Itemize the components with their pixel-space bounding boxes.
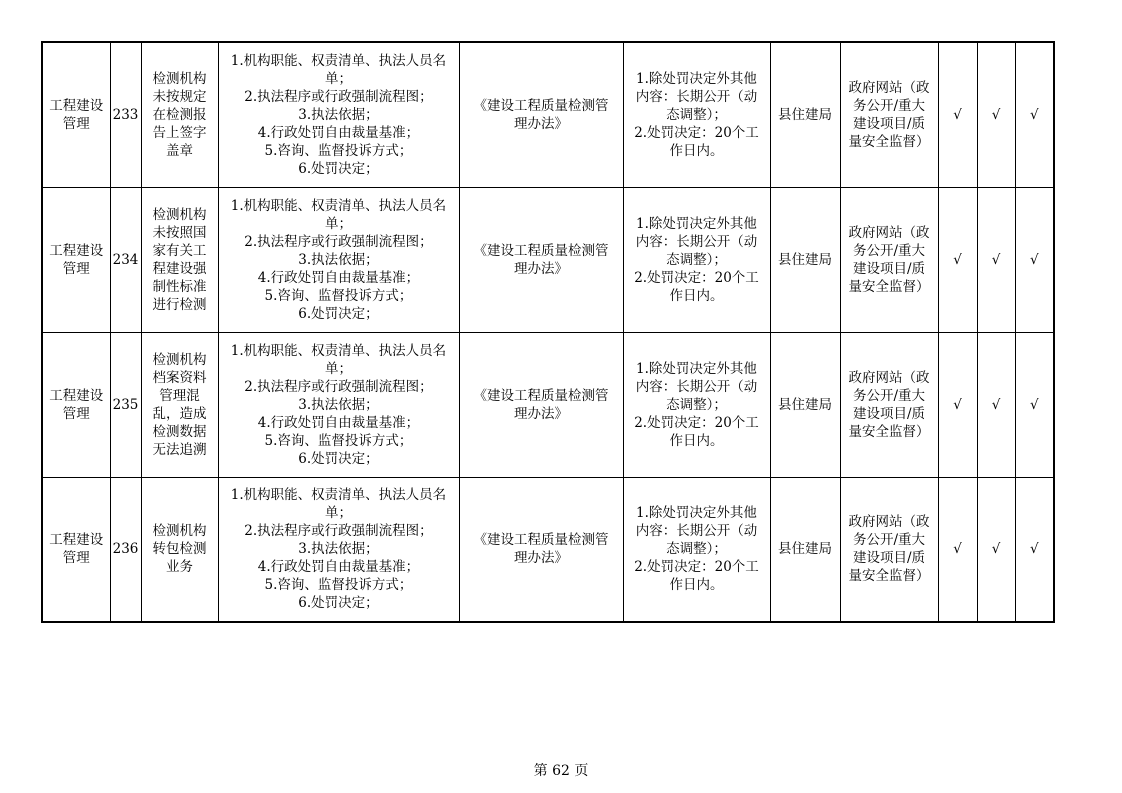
subject-cell: 县住建局: [770, 42, 840, 187]
content-line: 单；: [325, 70, 352, 87]
time-line: 作日内。: [669, 432, 724, 449]
basis-line: 《建设工程质量检测管: [473, 242, 609, 259]
channel-line: 量安全监督）: [848, 568, 930, 585]
channel-cell: [840, 477, 938, 622]
content-line: 单；: [325, 215, 352, 232]
channel-line: 建设项目/质: [852, 405, 926, 422]
channel-line: 建设项目/质: [852, 550, 926, 567]
category-cell: [42, 187, 110, 332]
channel-line: 量安全监督）: [848, 133, 930, 150]
check-cell: √: [977, 477, 1015, 622]
time-cell: [623, 332, 770, 477]
check-cell: √: [938, 477, 977, 622]
check-cell: √: [1015, 477, 1054, 622]
basis-line: 理办法》: [514, 405, 568, 422]
subject-cell: 县住建局: [770, 187, 840, 332]
category-line: 管理: [62, 405, 90, 422]
content-line: 1.机构职能、权责清单、执法人员名: [230, 197, 447, 214]
basis-line: 《建设工程质量检测管: [473, 532, 609, 549]
item-line: 程建设强: [152, 260, 207, 277]
content-line: 4.行政处罚自由裁量基准；: [257, 269, 420, 286]
channel-line: 政府网站（政: [848, 79, 930, 96]
check-cell: √: [938, 332, 977, 477]
content-line: 5.咨询、监督投诉方式；: [264, 432, 413, 449]
time-line: 2.处罚决定：20个工: [634, 269, 759, 286]
content-line: 2.执法程序或行政强制流程图；: [244, 233, 433, 250]
time-line: 内容：长期公开（动: [635, 378, 758, 395]
basis-line: 理办法》: [514, 115, 568, 132]
content-cell: [218, 42, 459, 187]
channel-cell: [840, 42, 938, 187]
basis-line: 《建设工程质量检测管: [473, 387, 609, 404]
time-line: 1.除处罚决定外其他: [636, 505, 757, 522]
channel-cell: [840, 332, 938, 477]
time-cell: [623, 187, 770, 332]
content-line: 2.执法程序或行政强制流程图；: [244, 378, 433, 395]
time-line: 态调整）；: [666, 251, 727, 268]
channel-line: 量安全监督）: [848, 423, 930, 440]
content-line: 5.咨询、监督投诉方式；: [264, 577, 413, 594]
basis-cell: [459, 187, 623, 332]
time-line: 1.除处罚决定外其他: [636, 70, 757, 87]
check-cell: √: [1015, 42, 1054, 187]
check-cell: √: [1015, 332, 1054, 477]
content-line: 4.行政处罚自由裁量基准；: [257, 559, 420, 576]
content-line: 1.机构职能、权责清单、执法人员名: [230, 52, 447, 69]
item-cell: [141, 42, 218, 187]
table-body: [42, 42, 1054, 622]
category-cell: [42, 332, 110, 477]
disclosure-table: [41, 41, 1055, 623]
item-line: 管理混: [159, 387, 200, 404]
time-line: 1.除处罚决定外其他: [636, 360, 757, 377]
content-line: 5.咨询、监督投诉方式；: [264, 287, 413, 304]
category-cell: [42, 42, 110, 187]
table-row: [42, 187, 1054, 332]
item-line: 告上签字: [152, 124, 207, 141]
content-cell: [218, 477, 459, 622]
basis-cell: [459, 332, 623, 477]
check-cell: √: [938, 42, 977, 187]
category-cell: [42, 477, 110, 622]
channel-line: 政府网站（政: [848, 224, 930, 241]
table-row: [42, 477, 1054, 622]
table-row: [42, 332, 1054, 477]
time-line: 内容：长期公开（动: [635, 523, 758, 540]
content-line: 3.执法依据；: [298, 106, 379, 123]
time-line: 态调整）；: [666, 541, 727, 558]
subject-cell: 县住建局: [770, 477, 840, 622]
basis-line: 理办法》: [514, 260, 568, 277]
basis-cell: [459, 42, 623, 187]
category-line: 工程建设: [49, 387, 104, 404]
item-cell: [141, 477, 218, 622]
category-line: 工程建设: [49, 532, 104, 549]
time-line: 2.处罚决定：20个工: [634, 559, 759, 576]
time-line: 内容：长期公开（动: [635, 233, 758, 250]
time-line: 1.除处罚决定外其他: [636, 215, 757, 232]
channel-line: 务公开/重大: [852, 532, 926, 549]
item-cell: [141, 332, 218, 477]
check-cell: √: [938, 187, 977, 332]
time-line: 态调整）；: [666, 106, 727, 123]
time-cell: [623, 477, 770, 622]
content-cell: [218, 187, 459, 332]
content-line: 4.行政处罚自由裁量基准；: [257, 124, 420, 141]
channel-line: 政府网站（政: [848, 514, 930, 531]
content-line: 6.处罚决定；: [298, 595, 379, 612]
channel-line: 建设项目/质: [852, 260, 926, 277]
table-row: [42, 42, 1054, 187]
channel-line: 务公开/重大: [852, 242, 926, 259]
basis-line: 《建设工程质量检测管: [473, 97, 609, 114]
category-line: 管理: [62, 115, 90, 132]
item-line: 业务: [166, 559, 193, 576]
content-line: 2.执法程序或行政强制流程图；: [244, 88, 433, 105]
channel-line: 务公开/重大: [852, 387, 926, 404]
channel-line: 量安全监督）: [848, 278, 930, 295]
time-line: 作日内。: [669, 287, 724, 304]
number-cell: 234: [110, 187, 141, 332]
time-line: 作日内。: [669, 142, 724, 159]
content-line: 4.行政处罚自由裁量基准；: [257, 414, 420, 431]
item-line: 进行检测: [152, 296, 207, 313]
category-line: 管理: [62, 260, 90, 277]
check-cell: √: [977, 332, 1015, 477]
content-line: 3.执法依据；: [298, 396, 379, 413]
content-line: 6.处罚决定；: [298, 450, 379, 467]
content-line: 1.机构职能、权责清单、执法人员名: [230, 342, 447, 359]
item-line: 未按照国: [152, 224, 207, 241]
number-cell: 233: [110, 42, 141, 187]
content-line: 3.执法依据；: [298, 251, 379, 268]
content-cell: [218, 332, 459, 477]
item-line: 在检测报: [152, 106, 207, 123]
item-line: 检测机构: [152, 70, 207, 87]
item-line: 无法追溯: [152, 441, 207, 458]
content-line: 单；: [325, 505, 352, 522]
channel-cell: [840, 187, 938, 332]
content-line: 2.执法程序或行政强制流程图；: [244, 523, 433, 540]
channel-line: 政府网站（政: [848, 369, 930, 386]
check-cell: √: [977, 42, 1015, 187]
content-line: 单；: [325, 360, 352, 377]
item-line: 家有关工: [152, 242, 207, 259]
item-line: 检测数据: [152, 423, 207, 440]
item-line: 检测机构: [152, 351, 207, 368]
category-line: 管理: [62, 550, 90, 567]
number-cell: 235: [110, 332, 141, 477]
channel-line: 建设项目/质: [852, 115, 926, 132]
subject-cell: 县住建局: [770, 332, 840, 477]
content-line: 6.处罚决定；: [298, 160, 379, 177]
time-line: 2.处罚决定：20个工: [634, 414, 759, 431]
page-number: 第 62 页: [533, 763, 589, 779]
check-cell: √: [977, 187, 1015, 332]
item-line: 未按规定: [152, 88, 207, 105]
item-line: 转包检测: [152, 541, 207, 558]
basis-line: 理办法》: [514, 550, 568, 567]
basis-cell: [459, 477, 623, 622]
item-line: 检测机构: [152, 206, 207, 223]
content-line: 6.处罚决定；: [298, 305, 379, 322]
channel-line: 务公开/重大: [852, 97, 926, 114]
item-line: 盖章: [166, 142, 193, 159]
time-cell: [623, 42, 770, 187]
time-line: 作日内。: [669, 577, 724, 594]
category-line: 工程建设: [49, 97, 104, 114]
item-line: 乱，造成: [152, 405, 207, 422]
item-line: 制性标准: [152, 278, 207, 295]
time-line: 态调整）；: [666, 396, 727, 413]
content-line: 1.机构职能、权责清单、执法人员名: [230, 487, 447, 504]
item-line: 档案资料: [152, 369, 207, 386]
item-cell: [141, 187, 218, 332]
check-cell: √: [1015, 187, 1054, 332]
content-line: 5.咨询、监督投诉方式；: [264, 142, 413, 159]
category-line: 工程建设: [49, 242, 104, 259]
content-line: 3.执法依据；: [298, 541, 379, 558]
item-line: 检测机构: [152, 523, 207, 540]
time-line: 2.处罚决定：20个工: [634, 124, 759, 141]
number-cell: 236: [110, 477, 141, 622]
time-line: 内容：长期公开（动: [635, 88, 758, 105]
